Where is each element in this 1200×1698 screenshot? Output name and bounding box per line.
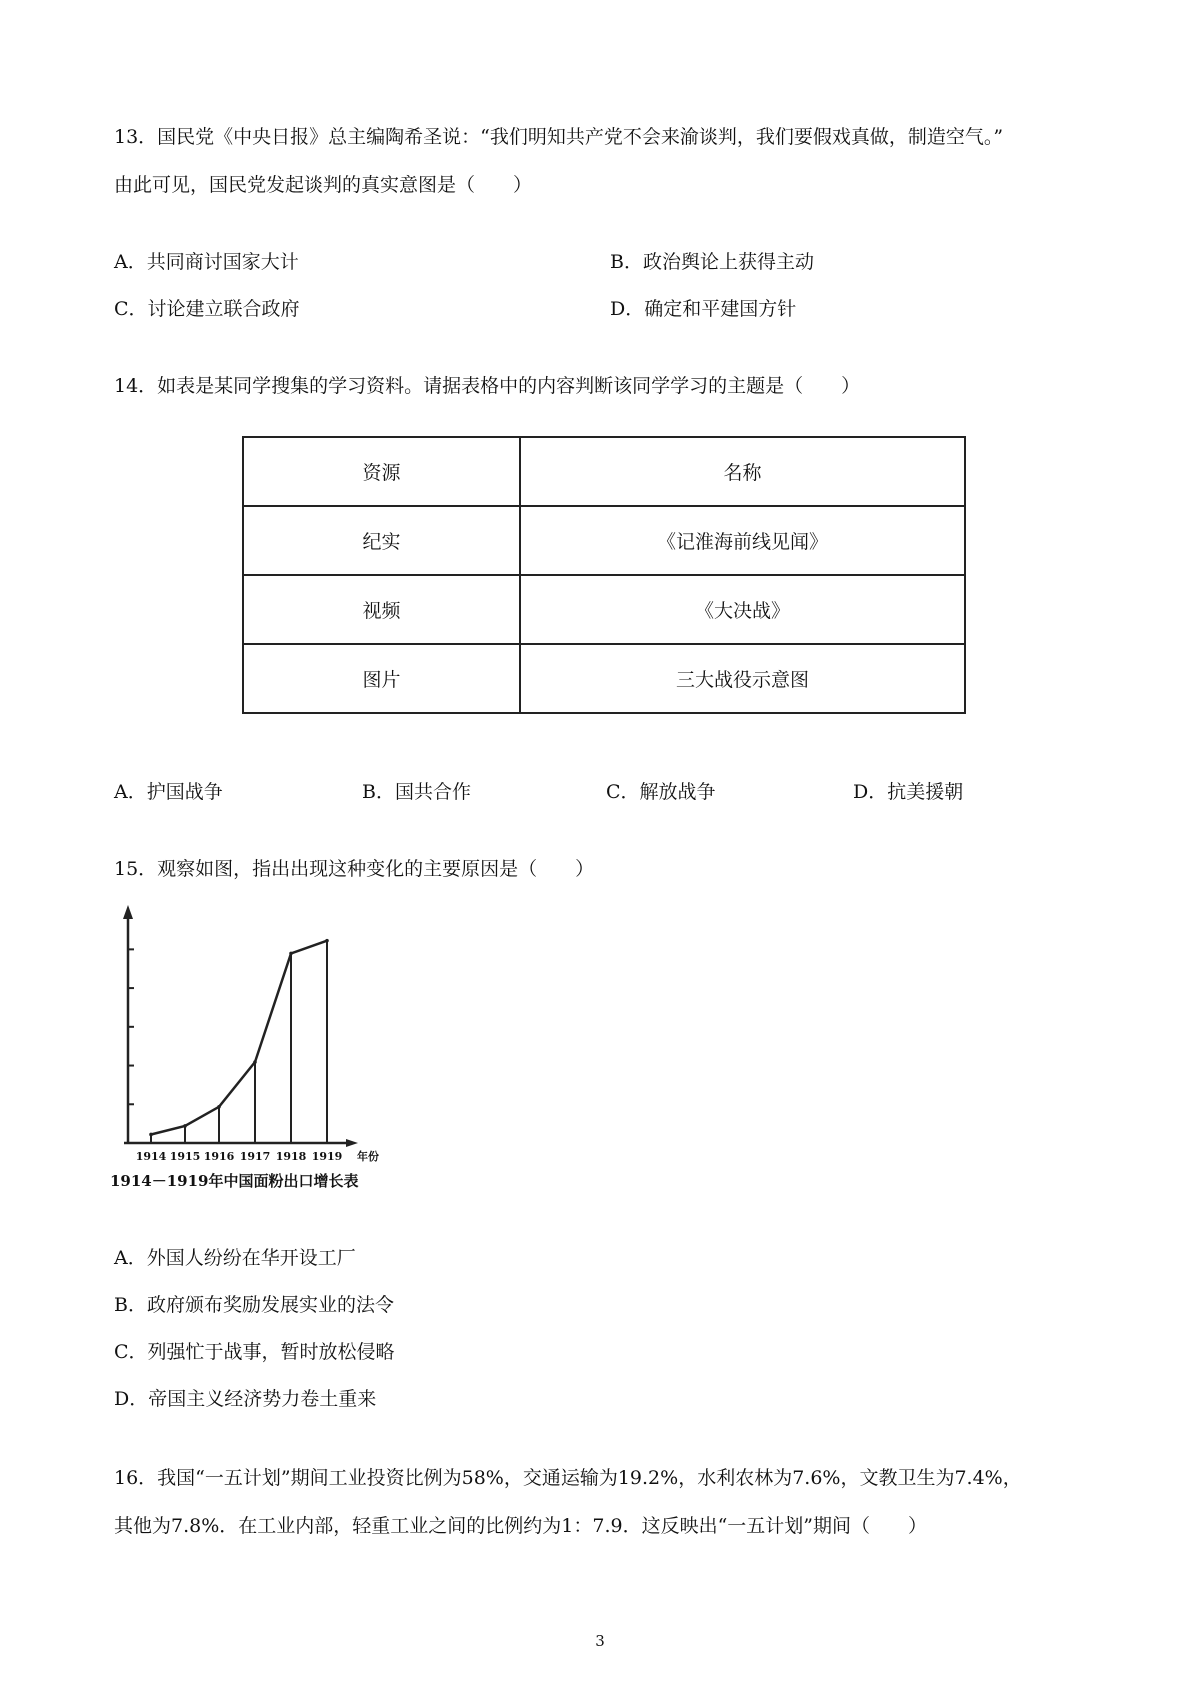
table-cell: 《大决战》 [520, 575, 965, 644]
q13-stem-line1: 13．国民党《中央日报》总主编陶希圣说：“我们明知共产党不会来渝谈判，我们要假戏真做，制造空气。” [114, 126, 1004, 148]
q14-stem: 14．如表是某同学搜集的学习资料。请据表格中的内容判断该同学学习的主题是（ ） [114, 375, 861, 397]
y-axis-arrow [123, 905, 133, 919]
table-header-row [243, 437, 965, 506]
data-point [253, 1060, 257, 1064]
table-cell: 《记淮海前线见闻》 [520, 506, 965, 575]
table-cell: 纪实 [243, 506, 520, 575]
table-header-cell: 名称 [520, 437, 965, 506]
x-axis-label: 年份 [357, 1150, 379, 1163]
table-cell: 图片 [243, 644, 520, 713]
q14-option-a[interactable]: A．护国战争 [114, 781, 223, 803]
q15-option-b[interactable]: B．政府颁布奖励发展实业的法令 [114, 1294, 394, 1316]
table-cell: 视频 [243, 575, 520, 644]
x-tick-label: 1919 [311, 1150, 343, 1163]
q15-stem: 15．观察如图，指出出现这种变化的主要原因是（ ） [114, 858, 595, 880]
q13-option-b[interactable]: B．政治舆论上获得主动 [610, 251, 814, 273]
flour-export-chart-svg [108, 895, 408, 1195]
q13-option-d[interactable]: D．确定和平建国方针 [610, 298, 797, 320]
data-point [217, 1105, 221, 1109]
data-point [183, 1124, 187, 1128]
table-row [243, 575, 965, 644]
x-tick-label: 1916 [203, 1150, 235, 1163]
flour-export-chart [108, 895, 408, 1199]
x-tick-label: 1918 [275, 1150, 307, 1163]
x-tick-label: 1917 [239, 1150, 271, 1163]
q13-option-c[interactable]: C．讨论建立联合政府 [114, 298, 300, 320]
data-point [289, 952, 293, 956]
q16-stem-line2: 其他为7.8%．在工业内部，轻重工业之间的比例约为1：7.9．这反映出“一五计划”期间（ ） [114, 1515, 928, 1537]
data-point [325, 939, 329, 943]
q15-option-a[interactable]: A．外国人纷纷在华开设工厂 [114, 1247, 356, 1269]
data-point [149, 1133, 153, 1137]
x-tick-label: 1914 [135, 1150, 167, 1163]
q14-option-d[interactable]: D．抗美援朝 [853, 781, 964, 803]
table-cell: 三大战役示意图 [520, 644, 965, 713]
page-number: 3 [595, 1632, 605, 1650]
q15-option-c[interactable]: C．列强忙于战事，暂时放松侵略 [114, 1341, 395, 1363]
chart-title: 1914－1919年中国面粉出口增长表 [110, 1172, 359, 1190]
q16-stem-line1: 16．我国“一五计划”期间工业投资比例为58%，交通运输为19.2%，水利农林为7.6%，文教卫生为7.4%， [114, 1467, 1022, 1489]
q14-option-c[interactable]: C．解放战争 [606, 781, 716, 803]
table-row [243, 644, 965, 713]
q13-stem-line2: 由此可见，国民党发起谈判的真实意图是（ ） [114, 174, 533, 196]
resource-table [242, 436, 966, 714]
q14-option-b[interactable]: B．国共合作 [362, 781, 471, 803]
q15-option-d[interactable]: D．帝国主义经济势力卷土重来 [114, 1388, 377, 1410]
q13-option-a[interactable]: A．共同商讨国家大计 [114, 251, 299, 273]
x-axis-arrow [346, 1139, 358, 1147]
series-line [151, 941, 327, 1135]
table-row [243, 506, 965, 575]
x-tick-label: 1915 [169, 1150, 201, 1163]
table-header-cell: 资源 [243, 437, 520, 506]
